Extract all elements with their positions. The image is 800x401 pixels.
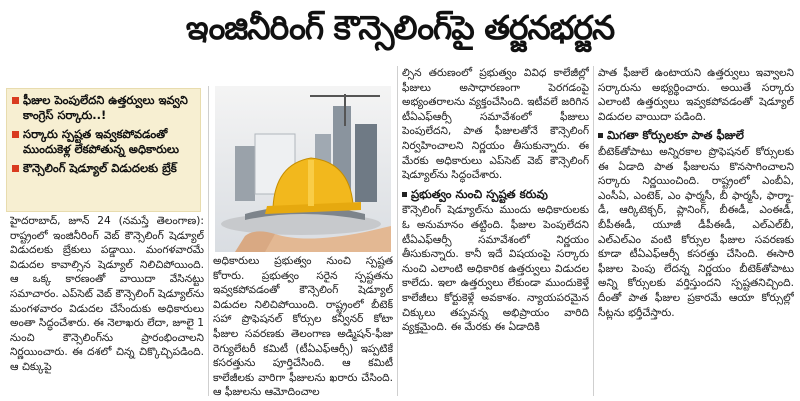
highlights-box	[6, 88, 201, 212]
paragraph: ల్సిన తరుణంలో ప్రభుత్వం వివిధ కాలేజీల్లో ఫీజులు అసాధారణంగా పెరగడంపై అభ్యంతరాలను వ్యక్తంచేసింది. ఇటీవలే జరిగిన టీఏఎఫ్‌ఆర్సీ సమావేశంలో ఫీజులు పెంపులేదని, పాత ఫీజులతోనే కౌన్సెలింగ్ నిర్వహించాలని నిర్ణయం తీసుకున్నారు. ఈ మేరకు అధికారులు ఎప్‌సెట్ వెబ్ కౌన్సెలింగ్ షెడ్యూల్‌ను సిద్ధంచేశారు.	[402, 67, 589, 182]
highlight-item	[12, 161, 195, 176]
article-image	[215, 86, 391, 252]
paragraph: కౌన్సెలింగ్ షెడ్యూల్‌ను ముందు అధికారులకు ఓ అనుమానం తట్టింది. ఫీజుల పెంపులేదని టీఏఎఫ్‌ఆర్సీ సమావేశంలో నిర్ణయం తీసుకున్నారు. కానీ ఇదే విషయంపై సర్కారు నుంచి ఎలాంటి అధికారిక ఉత్తర్వులు విడుదల కాలేదు. ఇలా ఉత్తర్వులు లేకుండా ముందుకెళ్తే కాలేజీలు కోర్టుకెళ్లే అవకాశం. న్యాయపరమైన చిక్కులు తప్పవన్న అభిప్రాయం వారిది వ్యక్తమైంది. ఈ మేరకు ఈ ఏడాదికి	[402, 204, 589, 334]
bullet-icon	[12, 97, 19, 104]
subheading	[402, 187, 589, 202]
construction-helmet-on-hand-image	[215, 86, 391, 252]
paragraph: హైదరాబాద్, జూన్ 24 (నమస్తే తెలంగాణ): రాష్ట్రంలో ఇంజినీరింగ్ వెబ్ కౌన్సెలింగ్ షెడ్యూల్ విడుదలకు బ్రేకులు పడ్డాయి. మంగళవారమే విడుదల కావాల్సిన షెడ్యూల్ నిలిచిపోయింది. ఆ ఒక్క కారణంతో వాయిదా వేసినట్టు సమాచారం. ఎప్‌సెట్ వెబ్ కౌన్సెలింగ్ షెడ్యూల్‌ను మంగళవారం విడుదల చేసేందుకు అధికారులు అంతా సిద్ధంచేశారు. ఈ నెలాఖరు లేదా, జూలై 1 నుంచి కౌన్సెలింగ్‌ను ప్రారంభించాలని నిర్ణయించారు. ఈ దశలో చిన్న చిక్కొచ్చిపడింది. ఆ చిక్కుపై	[10, 215, 204, 373]
paragraph: బీటెక్‌తోపాటు అన్నిరకాల ప్రొఫెషనల్ కోర్సులకు ఈ ఏడాది పాత ఫీజులను కొనసాగించాలని సర్కారు నిర్ణయించింది. రాష్ట్రంలో ఎంబీఏ, ఎంసీఏ, ఎంటెక్, ఎం ఫార్మసీ, బీ ఫార్మసీ, ఫార్మా-డీ, ఆర్కిటెక్చర్, ప్లానింగ్, బీఈడీ, ఎంఈడీ, బీపీఈడీ, యూజీ డీపీఈడీ, ఎల్ఎల్‌బీ, ఎల్ఎల్ఎం వంటి కోర్సుల ఫీజుల సవరణకు కూడా టీఏఎఫ్‌ఆర్సీ కసరత్తు చేసింది. ఈసారి ఫీజుల పెంపు లేదన్న నిర్ణయం బీటెక్‌తోపాటు అన్ని కోర్సులకు వర్తిస్తుందని స్పష్టతనిచ్చింది. దీంతో పాత ఫీజుల ప్రకారమే ఆయా కోర్సుల్లో సీట్లను భర్తీచేస్తారు.	[598, 145, 794, 319]
square-bullet-icon	[402, 192, 407, 197]
square-bullet-icon	[598, 133, 603, 138]
article-column-3	[402, 66, 589, 400]
highlight-item	[12, 127, 195, 157]
highlight-text: కౌన్సెలింగ్ షెడ్యూల్ విడుదలకు బ్రేక్	[23, 161, 177, 175]
highlight-item	[12, 93, 195, 123]
paragraph: పాత ఫీజులే ఉంటాయని ఉత్తర్వులు ఇవ్వాలని సర్కారును అభ్యర్థించారు. అయితే సర్కారు ఎలాంటి ఉత్తర్వులు ఇవ్వకపోవడంతో షెడ్యూల్ విడుదల వాయిదా పడింది.	[598, 67, 794, 123]
subheading	[598, 128, 794, 143]
subheading-text: మిగతా కోర్సులకూ పాత ఫీజులే	[607, 128, 744, 143]
headline: ఇంజినీరింగ్ కౌన్సెలింగ్‌పై తర్జనభర్జన	[185, 7, 615, 47]
column-divider	[208, 86, 209, 396]
highlight-text: ఫీజుల పెంపులేదని ఉత్తర్వులు ఇవ్వని కాంగ్రెస్ సర్కారు..!	[23, 93, 188, 122]
paragraph: అధికారులు ప్రభుత్వం నుంచి స్పష్టత కోరారు. ప్రభుత్వం సరైన స్పష్టతను ఇవ్వకపోవడంతో కౌన్సెలింగ్ షెడ్యూల్ విడుదల నిలిచిపోయింది. రాష్ట్రంలో బీటెక్ సహా ప్రొఫెషనల్ కోర్సుల కన్వీనర్ కోటా ఫీజుల సవరణకు తెలంగాణ అడ్మిషన్-ఫీజు రెగ్యులేటరీ కమిటీ (టీఏఎఫ్‌ఆర్సీ) ఇప్పటికే కసరత్తును పూర్తిచేసింది. ఆ కమిటీ కాలేజీలకు వారిగా ఫీజులను ఖరారు చేసింది. ఆ ఫీజులను ఆమోదించాల	[213, 255, 393, 399]
column-divider	[593, 66, 594, 396]
article-column-1	[10, 214, 204, 400]
bullet-icon	[12, 131, 19, 138]
column-divider	[397, 66, 398, 396]
highlight-text: సర్కారు స్పష్టత ఇవ్వకపోవడంతో ముందుకెళ్ల లేకపోతున్న అధికారులు	[23, 127, 179, 156]
article-column-4	[598, 66, 794, 400]
bullet-icon	[12, 165, 19, 172]
subheading-text: ప్రభుత్వం నుంచి స్పష్టత కరువు	[411, 186, 548, 201]
article-column-2	[213, 254, 393, 400]
